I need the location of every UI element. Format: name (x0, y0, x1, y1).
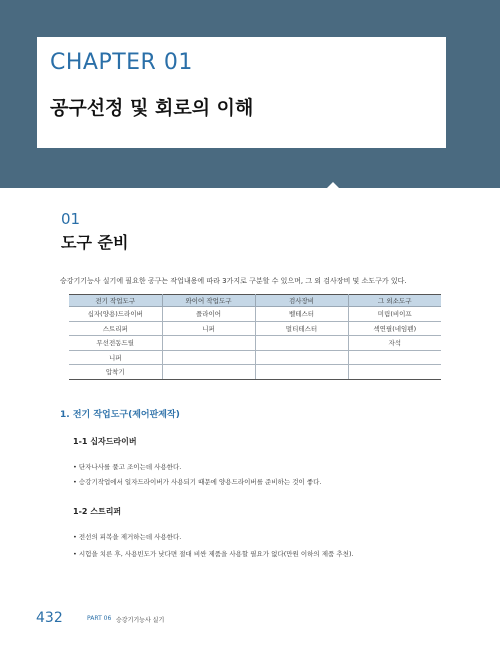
table-cell: 미림(비이프 (348, 307, 441, 322)
bullet-text: • 시험을 치른 후, 사용빈도가 낮다면 절대 비싼 제품을 사용할 필요가 없다(만원 이하의 제품 추천). (73, 550, 354, 558)
table-cell (162, 350, 255, 365)
table-cell: 멀티테스터 (255, 321, 348, 336)
table-cell: 벨테스터 (255, 307, 348, 322)
table-cell: 십자(양용)드라이버 (69, 307, 162, 322)
table-cell (348, 365, 441, 380)
table-cell: 무선전동드릴 (69, 336, 162, 351)
table-row (69, 321, 441, 336)
table-header-cell: 그 외소도구 (348, 295, 441, 307)
bullet-text: • 단자나사를 풀고 조이는데 사용한다. (73, 463, 182, 471)
chapter-label: CHAPTER 01 (50, 50, 193, 75)
table-cell (348, 350, 441, 365)
footer-book-title: 승강기기능사 실기 (116, 617, 165, 624)
table-header-cell: 전기 작업도구 (69, 295, 162, 307)
table-cell: 섹연필(네임펜) (348, 321, 441, 336)
table-cell: 자석 (348, 336, 441, 351)
chapter-banner (0, 0, 500, 188)
table-cell (162, 365, 255, 380)
section-title: 도구 준비 (61, 233, 129, 252)
item-title: 1-2 스트리퍼 (73, 507, 122, 516)
subsection-title: 1. 전기 작업도구(제어판제작) (60, 410, 180, 420)
table-header-cell: 와이어 작업도구 (162, 295, 255, 307)
table-row (69, 350, 441, 365)
table-cell (162, 336, 255, 351)
section-intro: 승강기기능사 실기에 필요한 공구는 작업내용에 따라 3가지로 구분할 수 있으며, 그 외 검사장비 및 소도구가 있다. (60, 277, 407, 285)
table-cell: 플라이어 (162, 307, 255, 322)
table-row (69, 336, 441, 351)
table-cell: 니퍼 (69, 350, 162, 365)
table-cell (255, 365, 348, 380)
chapter-title: 공구선정 및 회로의 이해 (50, 97, 254, 119)
table-header-cell: 검사장비 (255, 295, 348, 307)
table-header-row (69, 295, 441, 307)
table-cell: 스트리퍼 (69, 321, 162, 336)
banner-notch (327, 182, 339, 188)
bullet-text: • 승강기작업에서 일자드라이버가 사용되기 때문에 양용드라이버를 준비하는 것이 좋다. (73, 478, 322, 486)
chapter-title-box (37, 37, 446, 148)
table-cell (255, 336, 348, 351)
item-title: 1-1 십자드라이버 (73, 437, 137, 446)
table-cell (255, 350, 348, 365)
table-cell: 압착기 (69, 365, 162, 380)
table-cell: 니퍼 (162, 321, 255, 336)
tools-table (69, 294, 441, 380)
section-number: 01 (61, 210, 81, 228)
table-row (69, 365, 441, 380)
page-number: 432 (36, 610, 63, 626)
bullet-text: • 전선의 피복을 제거하는데 사용한다. (73, 533, 182, 541)
footer-part-label: PART 06 (87, 615, 112, 622)
table-row (69, 307, 441, 322)
